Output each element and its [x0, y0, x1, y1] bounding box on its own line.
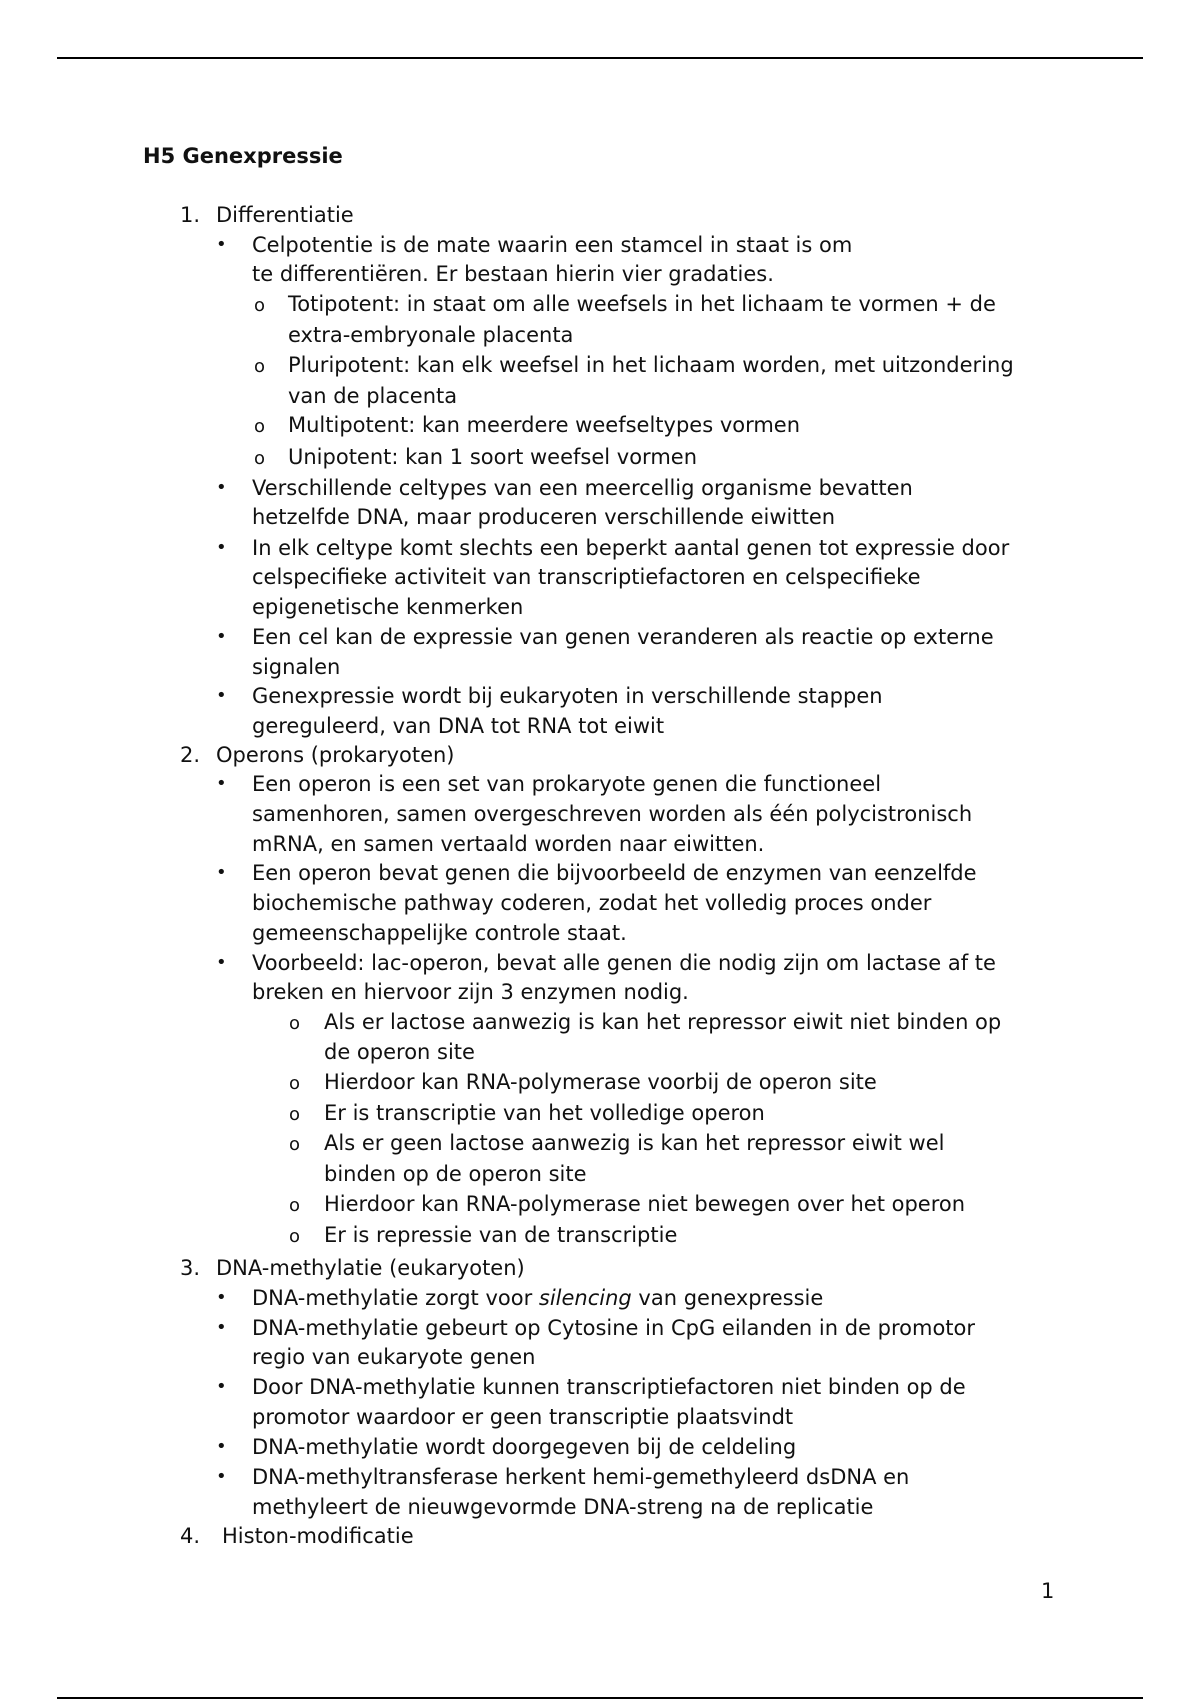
bullet-text: signalen — [252, 655, 341, 679]
section-number: 4. — [180, 1524, 201, 1548]
bullet-marker: • — [216, 477, 227, 498]
bullet-text-emphasis: silencing — [538, 1286, 632, 1310]
subbullet-text: Multipotent: kan meerdere weefseltypes vormen — [288, 413, 801, 437]
subbullet-text: binden op de operon site — [324, 1162, 587, 1186]
section-number: 2. — [180, 743, 201, 767]
bullet-marker: • — [216, 685, 227, 706]
bullet-text: Een operon is een set van prokaryote genen die functioneel — [252, 772, 882, 796]
document-title: H5 Genexpressie — [143, 144, 343, 168]
bullet-text: In elk celtype komt slechts een beperkt aantal genen tot expressie door — [252, 536, 1010, 560]
bullet-text: te differentiëren. Er bestaan hierin vier gradaties. — [252, 262, 774, 286]
header-rule — [57, 57, 1143, 59]
subbullet-text: extra-embryonale placenta — [288, 323, 574, 347]
bullet-text: DNA-methyltransferase herkent hemi-gemethyleerd dsDNA en — [252, 1465, 910, 1489]
bullet-text-suffix: van genexpressie — [631, 1286, 824, 1310]
bullet-text-prefix: DNA-methylatie zorgt voor — [252, 1286, 539, 1310]
section-number: 1. — [180, 203, 201, 227]
bullet-marker: • — [216, 626, 227, 647]
subbullet-marker: o — [254, 416, 266, 437]
bullet-marker: • — [216, 862, 227, 883]
bullet-marker: • — [216, 1466, 227, 1487]
section-heading: Operons (prokaryoten) — [216, 743, 455, 767]
bullet-text: Celpotentie is de mate waarin een stamcel in staat is om — [252, 233, 853, 257]
bullet-text: Verschillende celtypes van een meercellig organisme bevatten — [252, 476, 913, 500]
bullet-marker: • — [216, 952, 227, 973]
bullet-text: promotor waardoor er geen transcriptie plaatsvindt — [252, 1405, 794, 1429]
bullet-text: celspecifieke activiteit van transcriptiefactoren en celspecifieke — [252, 565, 921, 589]
bullet-marker: • — [216, 234, 227, 255]
bullet-text: hetzelfde DNA, maar produceren verschillende eiwitten — [252, 505, 836, 529]
subbullet-marker: o — [254, 295, 266, 316]
bullet-text: regio van eukaryote genen — [252, 1345, 536, 1369]
subbullet-marker: o — [289, 1013, 301, 1034]
subbullet-marker: o — [254, 448, 266, 469]
subbullet-marker: o — [289, 1195, 301, 1216]
bullet-marker: • — [216, 1317, 227, 1338]
bullet-text — [252, 1283, 823, 1313]
bullet-text: samenhoren, samen overgeschreven worden als één polycistronisch — [252, 802, 973, 826]
bullet-marker: • — [216, 1376, 227, 1397]
subbullet-marker: o — [289, 1134, 301, 1155]
bullet-marker: • — [216, 537, 227, 558]
bullet-text: Door DNA-methylatie kunnen transcriptiefactoren niet binden op de — [252, 1375, 966, 1399]
bullet-text: epigenetische kenmerken — [252, 595, 524, 619]
section-heading: Differentiatie — [216, 203, 354, 227]
subbullet-text: Hierdoor kan RNA-polymerase voorbij de operon site — [324, 1070, 877, 1094]
footer-rule — [57, 1697, 1143, 1699]
bullet-text: Een cel kan de expressie van genen veranderen als reactie op externe — [252, 625, 994, 649]
bullet-text: mRNA, en samen vertaald worden naar eiwitten. — [252, 832, 765, 856]
subbullet-marker: o — [289, 1226, 301, 1247]
bullet-marker: • — [216, 1436, 227, 1457]
subbullet-text: Als er lactose aanwezig is kan het repressor eiwit niet binden op — [324, 1010, 1002, 1034]
bullet-text: breken en hiervoor zijn 3 enzymen nodig. — [252, 980, 689, 1004]
subbullet-text: Pluripotent: kan elk weefsel in het lichaam worden, met uitzondering — [288, 353, 1014, 377]
subbullet-marker: o — [289, 1073, 301, 1094]
bullet-text: gereguleerd, van DNA tot RNA tot eiwit — [252, 714, 665, 738]
bullet-text: gemeenschappelijke controle staat. — [252, 921, 627, 945]
bullet-text: Genexpressie wordt bij eukaryoten in verschillende stappen — [252, 684, 883, 708]
subbullet-text: Er is repressie van de transcriptie — [324, 1223, 678, 1247]
bullet-text: DNA-methylatie wordt doorgegeven bij de celdeling — [252, 1435, 797, 1459]
subbullet-text: Er is transcriptie van het volledige operon — [324, 1101, 765, 1125]
subbullet-text: van de placenta — [288, 384, 458, 408]
subbullet-marker: o — [254, 356, 266, 377]
section-heading: DNA-methylatie (eukaryoten) — [216, 1256, 525, 1280]
bullet-marker: • — [216, 773, 227, 794]
subbullet-text: Totipotent: in staat om alle weefsels in het lichaam te vormen + de — [288, 292, 996, 316]
bullet-marker: • — [216, 1287, 227, 1308]
subbullet-text: de operon site — [324, 1040, 475, 1064]
bullet-text: methyleert de nieuwgevormde DNA-streng na de replicatie — [252, 1495, 874, 1519]
subbullet-marker: o — [289, 1104, 301, 1125]
section-heading: Histon-modificatie — [222, 1524, 414, 1548]
bullet-text: biochemische pathway coderen, zodat het volledig proces onder — [252, 891, 932, 915]
bullet-text: Voorbeeld: lac-operon, bevat alle genen die nodig zijn om lactase af te — [252, 951, 996, 975]
subbullet-text: Als er geen lactose aanwezig is kan het repressor eiwit wel — [324, 1131, 945, 1155]
page-number: 1 — [1041, 1579, 1055, 1603]
bullet-text: Een operon bevat genen die bijvoorbeeld de enzymen van eenzelfde — [252, 861, 977, 885]
subbullet-text: Unipotent: kan 1 soort weefsel vormen — [288, 445, 698, 469]
section-number: 3. — [180, 1256, 201, 1280]
subbullet-text: Hierdoor kan RNA-polymerase niet bewegen over het operon — [324, 1192, 966, 1216]
bullet-text: DNA-methylatie gebeurt op Cytosine in CpG eilanden in de promotor — [252, 1316, 976, 1340]
